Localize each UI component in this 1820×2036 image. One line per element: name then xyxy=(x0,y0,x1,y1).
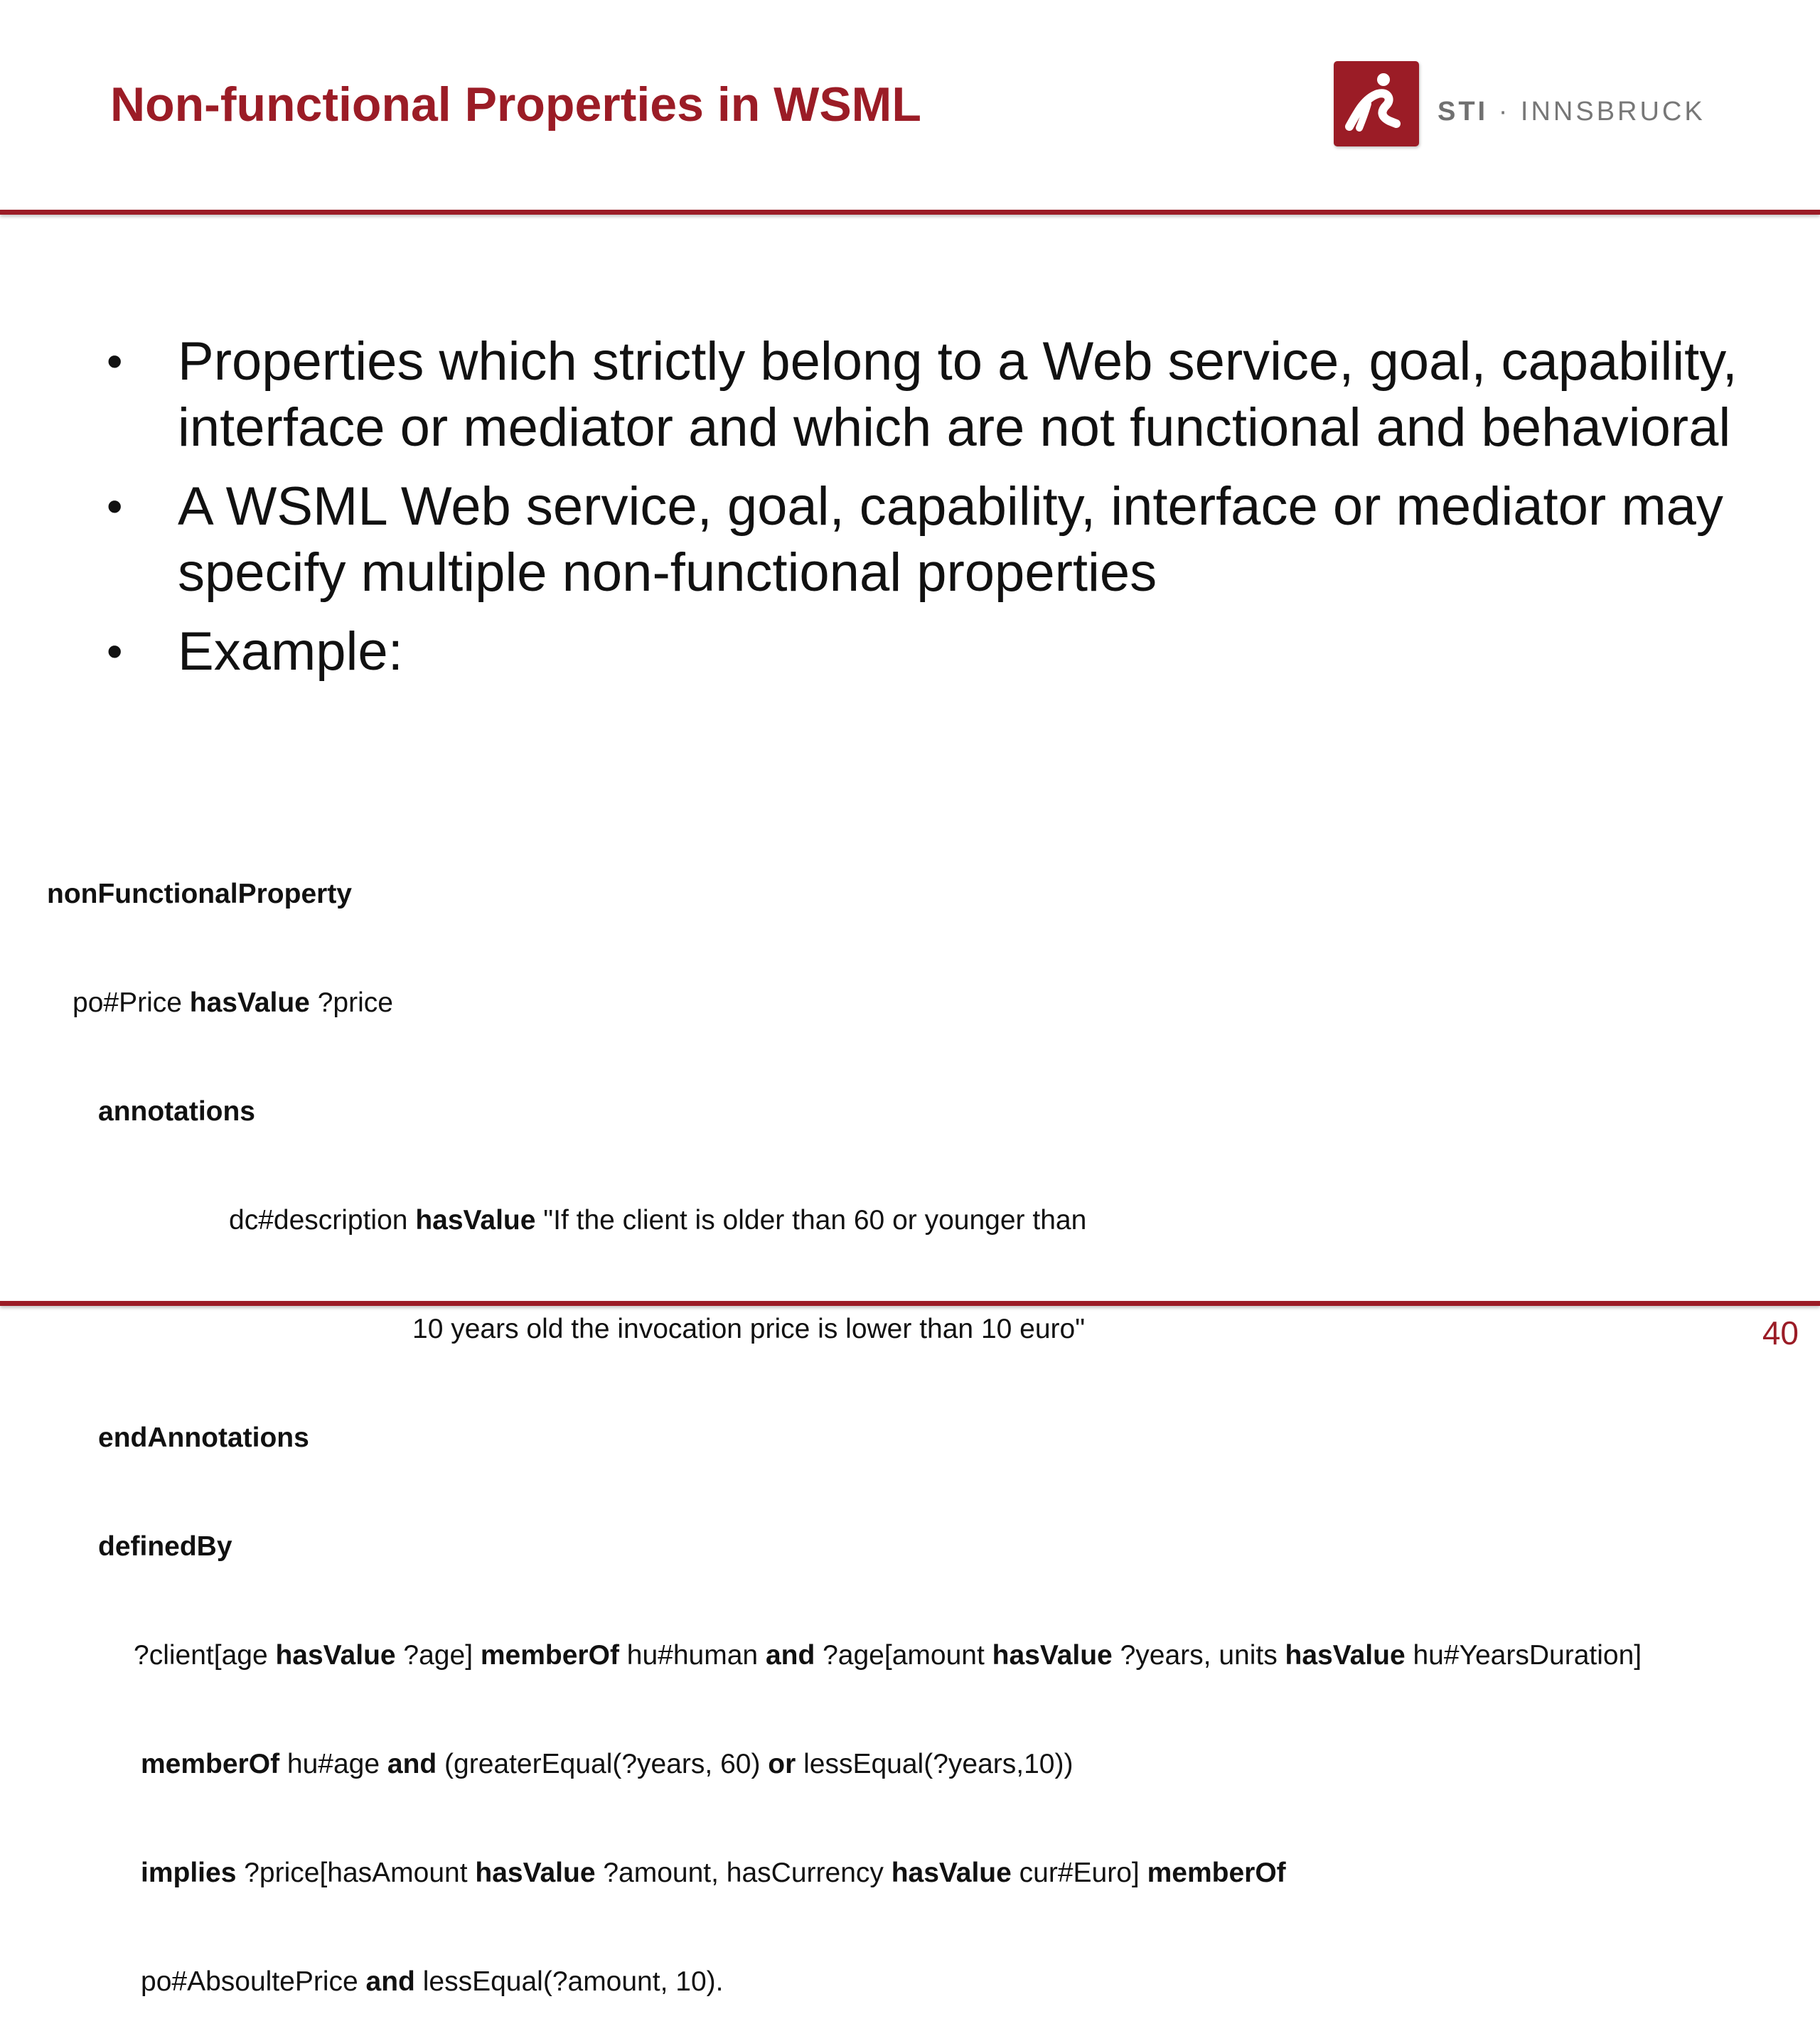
code-line: po#AbsoultePrice and lessEqual(?amount, 10). xyxy=(141,1966,724,1997)
sti-innsbruck-logo xyxy=(1334,61,1706,146)
header-divider xyxy=(0,210,1820,215)
code-line: nonFunctionalProperty xyxy=(47,879,352,909)
bullet-item: • A WSML Web service, goal, capability, interface or mediator may specify multiple non-functional properties xyxy=(107,473,1742,606)
code-line: ?client[age hasValue ?age] memberOf hu#human and ?age[amount hasValue ?years, units hasValue hu#YearsDuration] xyxy=(134,1640,1642,1671)
code-line: dc#description hasValue "If the client is older than 60 or younger than xyxy=(229,1205,1087,1236)
code-line: po#Price hasValue ?price xyxy=(73,987,393,1018)
code-line: definedBy xyxy=(98,1531,232,1562)
code-line: annotations xyxy=(98,1096,255,1127)
code-line: 10 years old the invocation price is lower than 10 euro" xyxy=(412,1314,1086,1344)
bullet-list xyxy=(107,328,1742,697)
code-line: memberOf hu#age and (greaterEqual(?years, 60) or lessEqual(?years,10)) xyxy=(141,1749,1074,1779)
bullet-item: • Properties which strictly belong to a Web service, goal, capability, interface or mediator and which are not functional and behavioral xyxy=(107,328,1742,461)
slide-title: Non-functional Properties in WSML xyxy=(110,77,921,132)
code-line: implies ?price[hasAmount hasValue ?amount, hasCurrency hasValue cur#Euro] memberOf xyxy=(141,1858,1286,1888)
bullet-item: • Example: xyxy=(107,618,1742,685)
wsml-code-example xyxy=(47,803,1642,2036)
page-number: 40 xyxy=(1762,1314,1799,1351)
logo-text: STI · INNSBRUCK xyxy=(1438,96,1706,127)
footer-divider xyxy=(0,1301,1820,1306)
sti-figure-icon xyxy=(1334,61,1419,146)
code-line: endAnnotations xyxy=(98,1422,309,1453)
